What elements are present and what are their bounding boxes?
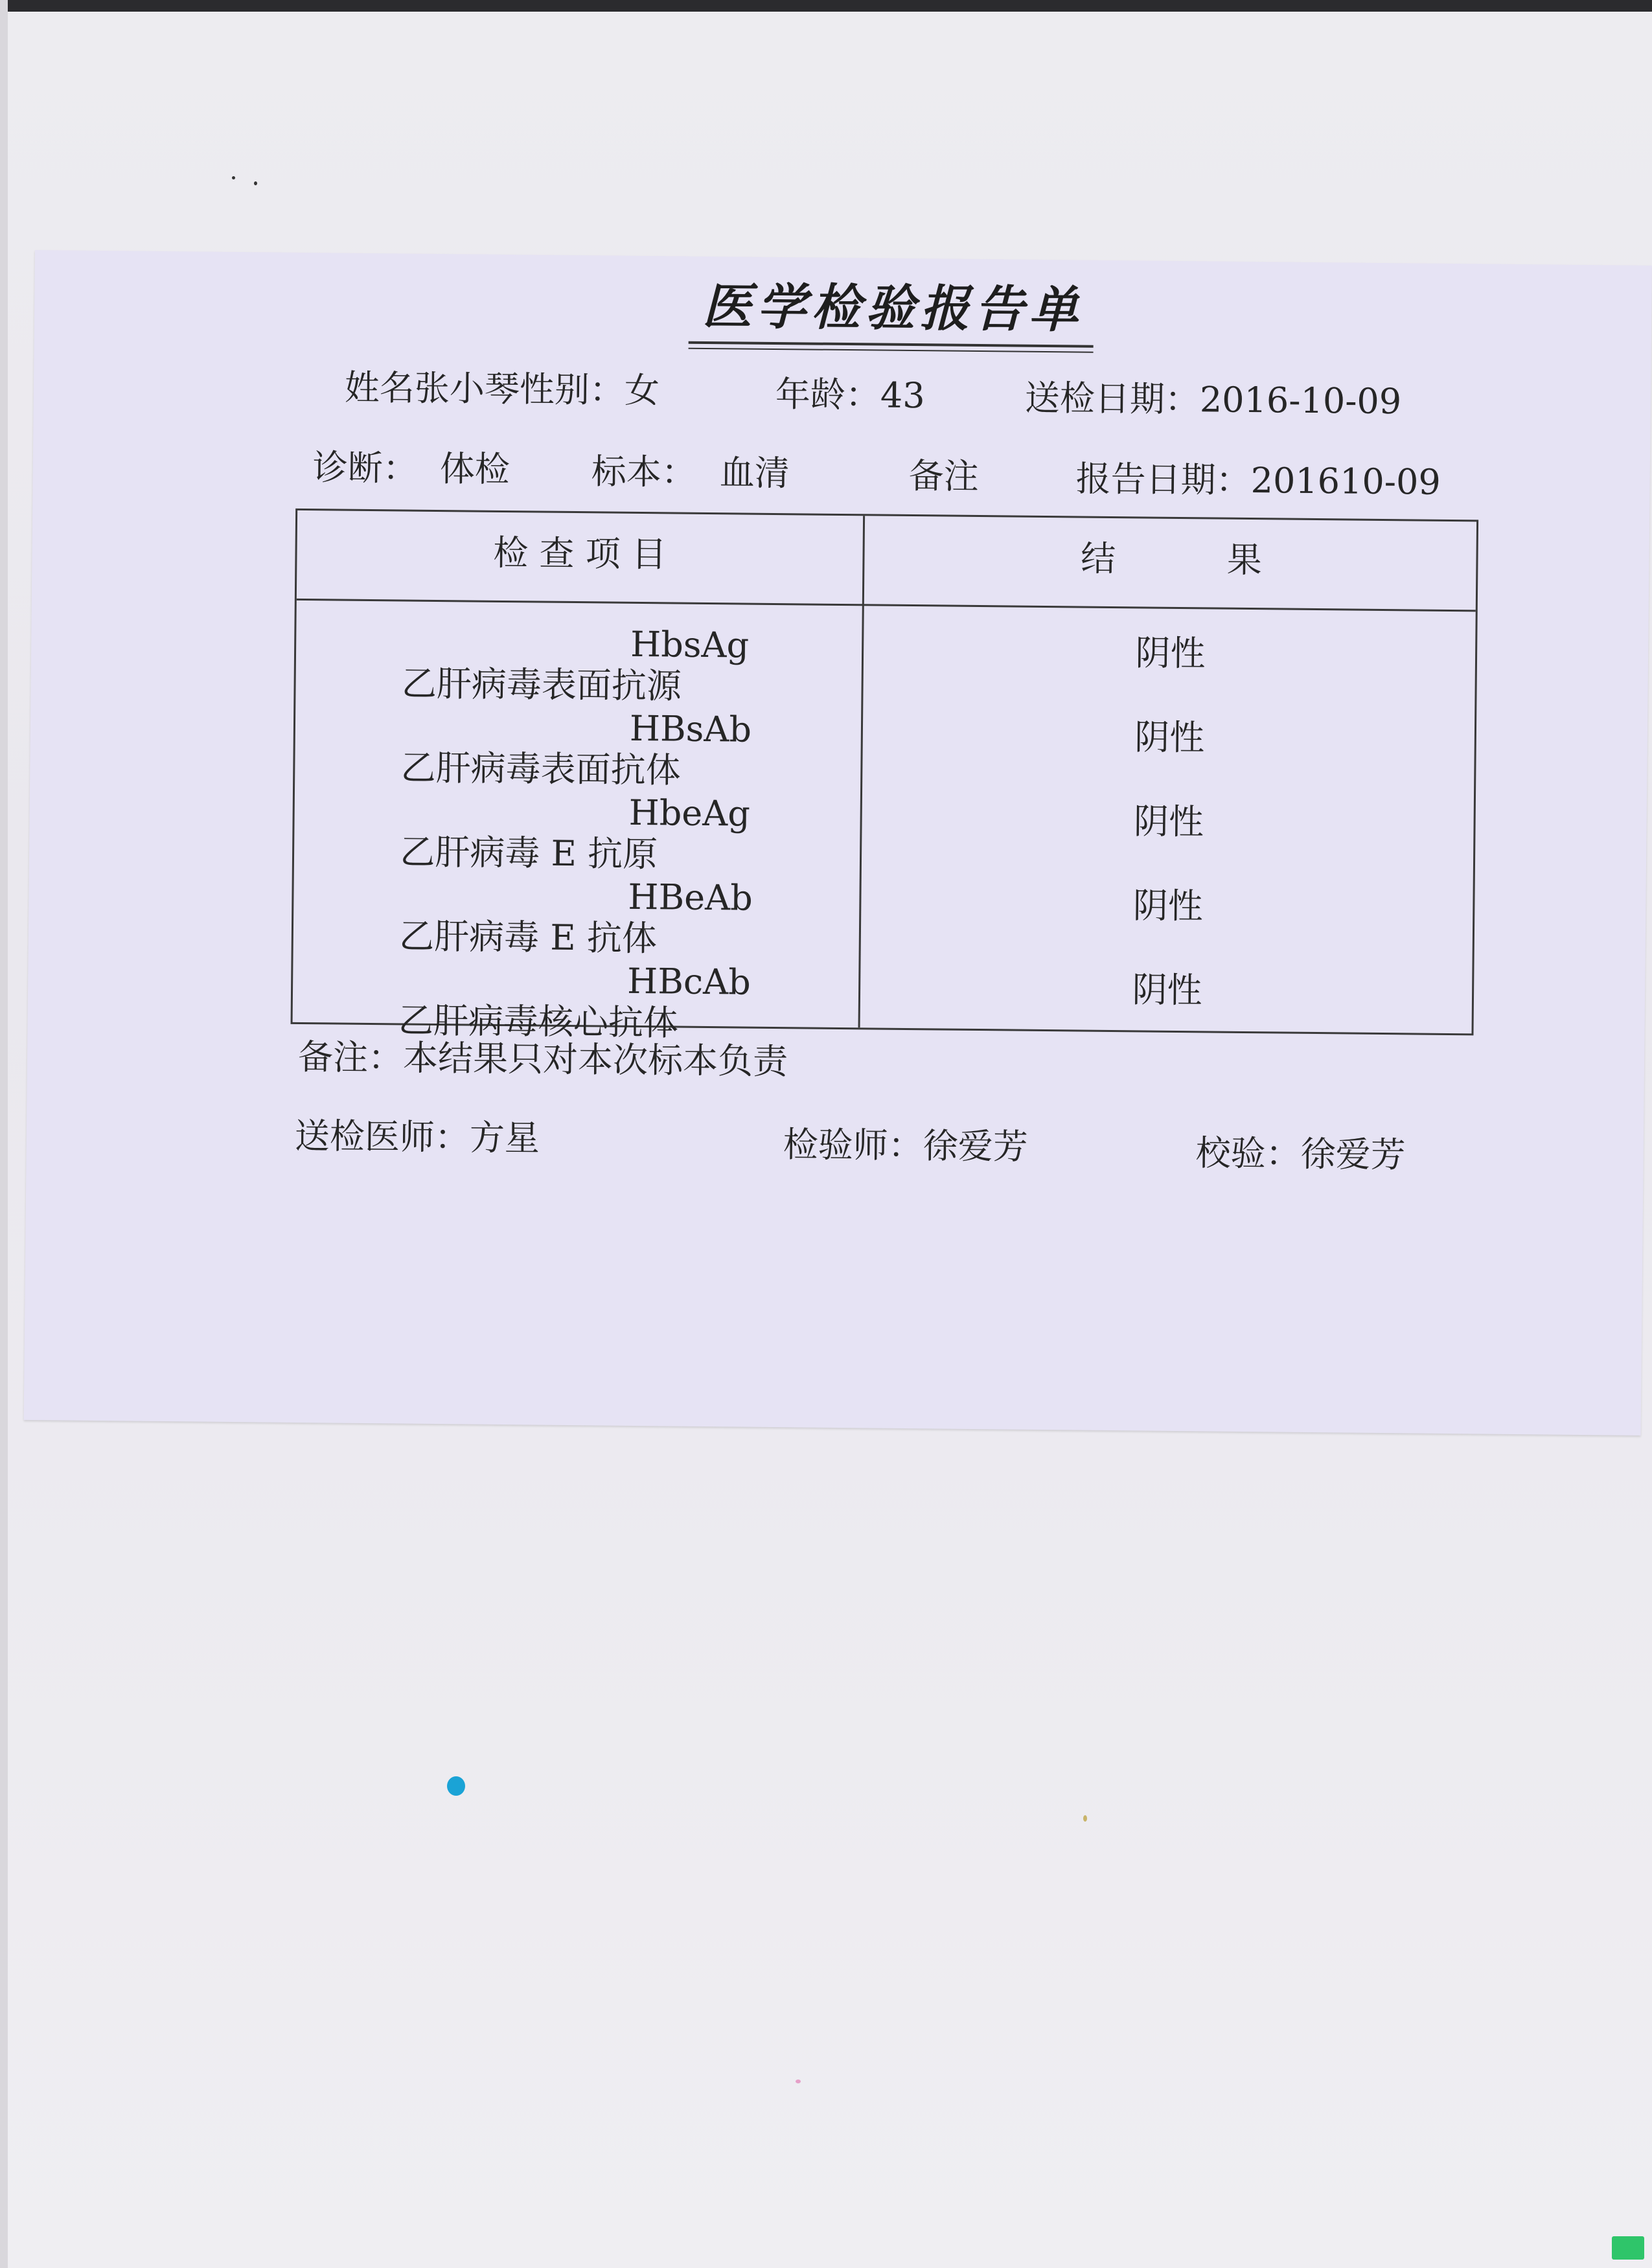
- report-date: 报告日期：201610-09: [1075, 458, 1441, 503]
- title-underline-thin: [689, 348, 1094, 353]
- header-test-item: 检 查 项 目: [492, 532, 667, 575]
- test-code: HBcAb: [626, 960, 751, 1003]
- table-header-divider: [297, 599, 1476, 612]
- test-result: 阴性: [1134, 716, 1205, 759]
- test-name: 乙肝病毒 E 抗原: [400, 831, 658, 875]
- scan-speck: [232, 176, 235, 179]
- scan-speck: [254, 181, 257, 185]
- test-code: HBsAb: [629, 707, 752, 750]
- test-name: 乙肝病毒 E 抗体: [398, 915, 658, 959]
- submit-date: 送检日期：2016-10-09: [1024, 377, 1402, 422]
- scan-speck: [1083, 1815, 1087, 1822]
- test-result: 阴性: [1133, 801, 1204, 843]
- remark-label: 备注: [908, 455, 980, 497]
- scanned-page: [8, 12, 1652, 2268]
- diagnosis-value: 体检: [439, 448, 511, 490]
- test-name: 乙肝病毒表面抗源: [401, 663, 682, 707]
- header-result: 结 果: [1080, 538, 1263, 581]
- table-column-divider: [858, 516, 866, 1027]
- scan-speck: [796, 2079, 801, 2083]
- patient-name-gender: 姓名张小琴性别：女: [344, 367, 660, 411]
- test-name: 乙肝病毒表面抗体: [400, 747, 681, 791]
- ink-blot: [447, 1776, 465, 1796]
- test-code: HbsAg: [630, 623, 750, 666]
- scan-left-edge: [0, 0, 8, 2268]
- report-title: 医学检验报告单: [702, 277, 1084, 339]
- report-note: 备注：本结果只对本次标本负责: [297, 1036, 788, 1082]
- test-code: HbeAg: [628, 792, 751, 834]
- sending-doctor: 送检医师：方星: [294, 1115, 540, 1159]
- lab-report-slip: [24, 250, 1652, 1436]
- results-table: [291, 509, 1479, 1044]
- test-result: 阴性: [1132, 885, 1204, 927]
- patient-age: 年龄：43: [775, 373, 925, 417]
- specimen-label: 标本：: [591, 451, 697, 493]
- test-name: 乙肝病毒核心抗体: [398, 1000, 679, 1044]
- specimen-value: 血清: [719, 452, 790, 494]
- test-code: HBeAb: [628, 876, 753, 919]
- examiner: 检验师：徐爱芳: [783, 1124, 1029, 1167]
- test-result: 阴性: [1132, 969, 1202, 1011]
- scan-top-edge: [0, 0, 1652, 12]
- test-result: 阴性: [1135, 632, 1206, 674]
- scanner-badge: [1612, 2236, 1644, 2260]
- diagnosis-label: 诊断：: [312, 447, 419, 489]
- checker: 校验：徐爱芳: [1195, 1132, 1406, 1176]
